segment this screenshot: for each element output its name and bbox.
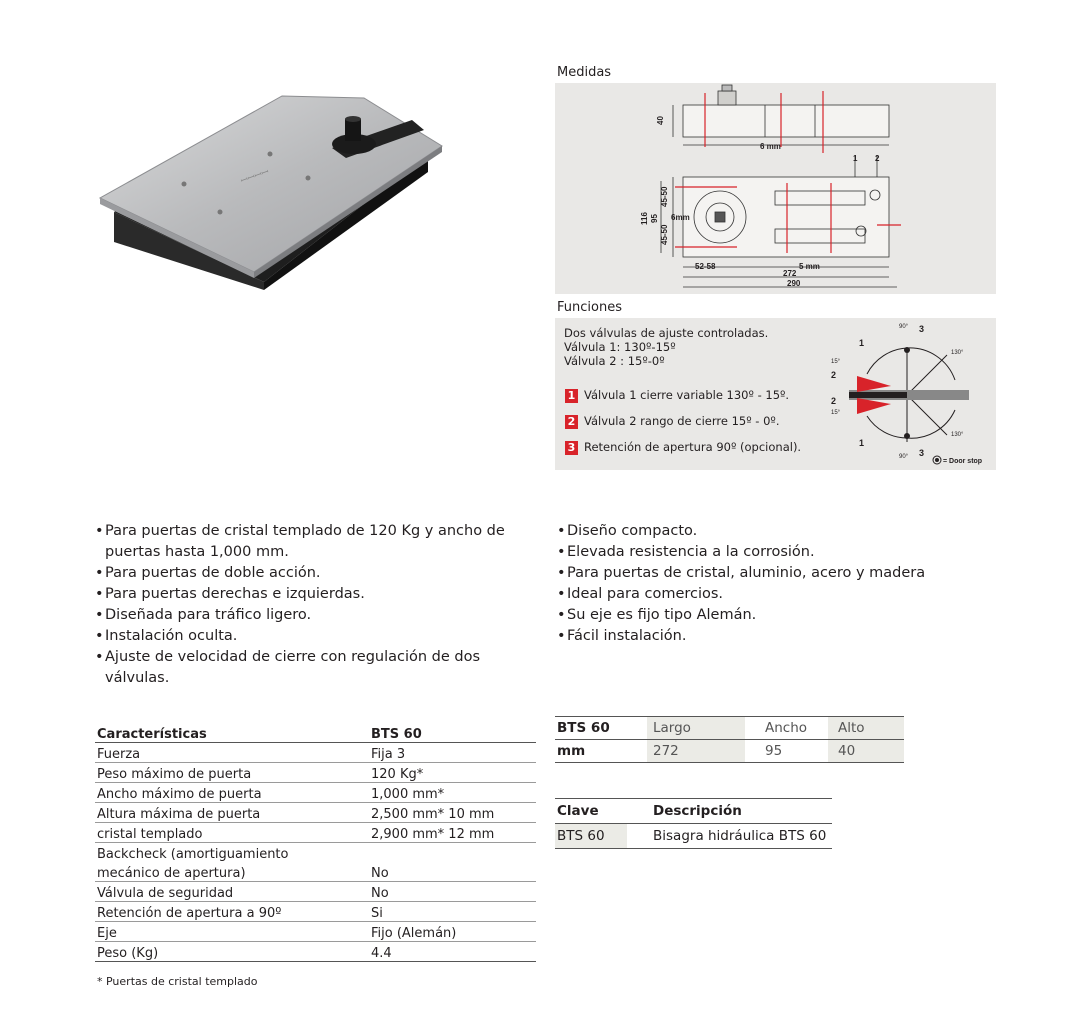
feature-right-6: •Fácil instalación.: [557, 628, 687, 644]
dim-45-50-b: 45-50: [660, 224, 669, 245]
spec-label: Ancho máximo de puerta: [95, 783, 369, 803]
codes-table: [555, 798, 832, 849]
funcion-number-1: 1: [565, 389, 578, 403]
funcion-text-1: Válvula 1 cierre variable 130º - 15º.: [584, 388, 790, 402]
feature-right-3: •Para puertas de cristal, aluminio, acero y madera: [557, 565, 926, 581]
callout-2: 2: [875, 154, 880, 163]
feature-left-4: •Diseñada para tráfico ligero.: [95, 607, 312, 623]
angle-1-top: 1: [859, 338, 865, 348]
feature-left-5: •Instalación oculta.: [95, 628, 238, 644]
angle-15-bottom: 15°: [831, 410, 841, 416]
dimensions-table: [555, 716, 904, 763]
dim-5mm: 5 mm: [799, 262, 820, 271]
dim-52-58: 52-58: [695, 262, 716, 271]
feature-right-4: •Ideal para comercios.: [557, 586, 724, 602]
funcion-number-2: 2: [565, 415, 578, 429]
spec-label: Peso máximo de puerta: [95, 763, 369, 783]
table-row: [95, 843, 536, 863]
angle-1-bottom: 1: [859, 438, 865, 448]
angle-3-bottom: 3: [919, 448, 925, 458]
spec-label: Válvula de seguridad: [95, 882, 369, 902]
dimensions-alto-value: 40: [828, 740, 904, 763]
dimensions-largo-value: 272: [647, 740, 745, 763]
spec-label: cristal templado: [95, 823, 369, 843]
door-stop-legend: = Door stop: [943, 458, 983, 465]
dim-95: 95: [650, 214, 659, 223]
angle-15-top: 15°: [831, 359, 841, 365]
specs-header-model: BTS 60: [369, 720, 536, 743]
angle-130-bottom: 130°: [951, 432, 964, 438]
features-left: [93, 521, 538, 689]
angle-90-top: 90°: [899, 324, 909, 330]
spec-label: Backcheck (amortiguamiento: [97, 847, 289, 862]
dimensions-model: BTS 60: [557, 720, 610, 736]
callout-1: 1: [853, 154, 858, 163]
specs-table: [95, 720, 536, 962]
table-row: [95, 942, 536, 962]
dimension-drawing: [555, 83, 996, 294]
funcion-item-2: [565, 414, 780, 429]
spec-value: [369, 843, 536, 863]
door-angle-diagram: [827, 318, 996, 470]
funciones-intro-3: Válvula 2 : 15º-0º: [564, 354, 665, 368]
spec-value: Fijo (Alemán): [369, 922, 536, 942]
spec-label: mecánico de apertura): [95, 862, 369, 882]
dimensions-ancho-header: Ancho: [765, 720, 808, 736]
funcion-item-3: [565, 440, 801, 455]
spec-label: Peso (Kg): [95, 942, 369, 962]
spec-value: Si: [369, 902, 536, 922]
spec-label: Fuerza: [95, 743, 369, 763]
angle-3-top: 3: [919, 324, 925, 334]
feature-left-6: •Ajuste de velocidad de cierre con regulación de dos válvulas.: [95, 649, 481, 686]
spec-label: Altura máxima de puerta: [95, 803, 369, 823]
table-row: [95, 823, 536, 843]
dimensions-unit: mm: [557, 743, 586, 759]
funciones-intro-1: Dos válvulas de ajuste controladas.: [564, 326, 769, 340]
product-image: [92, 92, 452, 292]
funcion-text-3: Retención de apertura 90º (opcional).: [584, 440, 802, 454]
features-right: [555, 521, 975, 647]
feature-right-1: •Diseño compacto.: [557, 523, 698, 539]
dim-116: 116: [640, 212, 649, 225]
feature-left-2: •Para puertas de doble acción.: [95, 565, 321, 581]
specs-footnote: * Puertas de cristal templado: [97, 975, 258, 988]
funciones-panel: [555, 318, 996, 470]
dimensions-largo-header: Largo: [647, 717, 745, 740]
angle-130-top: 130°: [951, 350, 964, 356]
feature-left-1: •Para puertas de cristal templado de 120 Kg y ancho de puertas hasta 1,000 mm.: [95, 523, 505, 560]
codes-clave-value: BTS 60: [555, 824, 627, 849]
specs-header-row: [95, 720, 536, 743]
spec-value: 2,900 mm* 12 mm: [369, 823, 536, 843]
table-row: [95, 922, 536, 942]
table-row: [95, 783, 536, 803]
angle-2-bottom: 2: [831, 396, 837, 406]
spec-label: Eje: [95, 922, 369, 942]
dimensions-alto-header: Alto: [828, 717, 904, 740]
codes-header-descripcion: Descripción: [653, 803, 742, 819]
table-row: [95, 882, 536, 902]
spec-value: 2,500 mm* 10 mm: [369, 803, 536, 823]
table-row: [95, 803, 536, 823]
medidas-panel: [555, 83, 996, 294]
medidas-title: Medidas: [557, 65, 612, 80]
funciones-intro-2: Válvula 1: 130º-15º: [564, 340, 676, 354]
spec-value: 4.4: [369, 942, 536, 962]
dimensions-value-row: [555, 740, 904, 763]
dim-40: 40: [656, 116, 665, 125]
table-row: [95, 763, 536, 783]
funcion-text-2: Válvula 2 rango de cierre 15º - 0º.: [584, 414, 780, 428]
dim-290: 290: [787, 279, 801, 288]
funcion-number-3: 3: [565, 441, 578, 455]
specs-header-feature: Características: [95, 720, 369, 743]
spec-value: No: [369, 882, 536, 902]
dim-6mm-side: 6mm: [671, 213, 690, 222]
codes-descripcion-value: Bisagra hidráulica BTS 60: [653, 828, 827, 844]
spec-label: Retención de apertura a 90º: [95, 902, 369, 922]
dimensions-ancho-value: 95: [765, 743, 783, 759]
feature-right-2: •Elevada resistencia a la corrosión.: [557, 544, 815, 560]
dimensions-header-row: [555, 717, 904, 740]
funcion-item-1: [565, 388, 789, 403]
spec-value: 120 Kg*: [369, 763, 536, 783]
feature-right-5: •Su eje es fijo tipo Alemán.: [557, 607, 757, 623]
codes-header-clave: Clave: [557, 803, 599, 819]
table-row: [95, 862, 536, 882]
table-row: [95, 902, 536, 922]
codes-row: [555, 824, 832, 849]
dim-6mm-top: 6 mm: [760, 142, 781, 151]
angle-2-top: 2: [831, 370, 837, 380]
spec-value: 1,000 mm*: [369, 783, 536, 803]
angle-90-bottom: 90°: [899, 454, 909, 460]
svg-text:ꟷꟷꟷꟷ: ꟷꟷꟷꟷ: [239, 166, 271, 186]
dim-45-50-a: 45-50: [660, 186, 669, 207]
dim-272: 272: [783, 269, 797, 278]
spec-value: Fija 3: [369, 743, 536, 763]
table-row: [95, 743, 536, 763]
funciones-title: Funciones: [557, 300, 622, 315]
spec-value: No: [369, 862, 536, 882]
codes-header-row: [555, 799, 832, 824]
feature-left-3: •Para puertas derechas e izquierdas.: [95, 586, 365, 602]
